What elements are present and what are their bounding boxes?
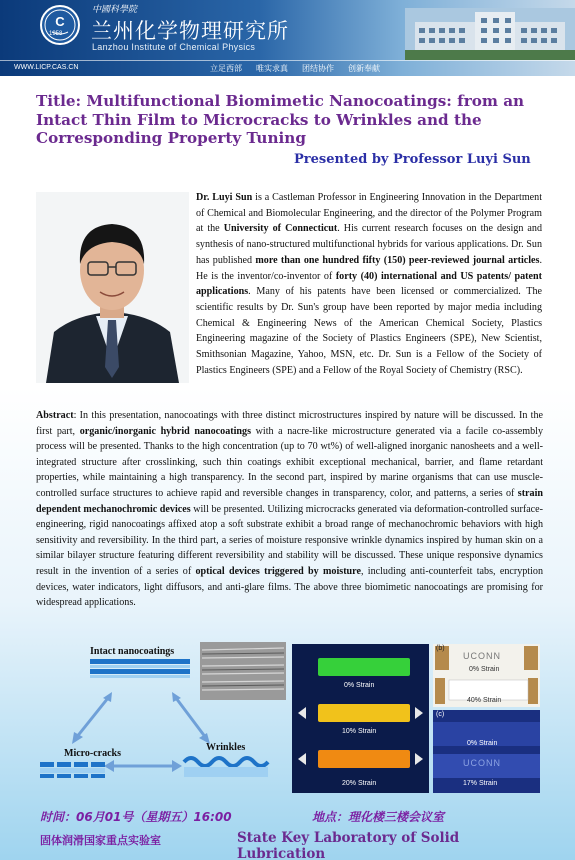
bio-publications: more than one hundred fifty (150) peer-reviewed journal articles [255,254,540,266]
event-place: 地点：理化楼三楼会议室 [312,810,445,824]
abstract-text: , including anti-counterfeit tabs, encryption devices, water indicators, light diffusors, and anti-glare films. The above three biomimetic nanocoatings are promising for widespread applications. [36,565,544,609]
host-lab [40,830,540,860]
cas-motto: 中國科學院 [92,5,138,15]
strain-label: 17% Strain [463,780,498,787]
slogan-item: 立足西部 [210,64,242,73]
panel-b-tag: (b) [436,645,445,652]
uconn-text: UCONN [463,758,501,768]
abstract-paragraph [36,408,543,611]
strain-label: 0% Strain [344,682,375,689]
bio-text: is a Castleman Professor in Engineering Innovation in the Department of Chemical and Biomolecular Engineering, and the director of the Polymer Program at the [196,192,542,235]
bio-text: . He is the inventor/co-inventor of [196,254,542,282]
institute-logo-icon [40,5,80,45]
panel-c-tag: (c) [436,711,445,718]
mechanochromic-panel-a [292,644,429,793]
label-intact: Intact nanocoatings [90,646,175,657]
strain-label: 0% Strain [467,740,498,747]
abstract-label: Abstract [36,410,74,421]
mechanochromic-panel-c [433,710,540,793]
event-details [40,808,540,825]
institute-url: WWW.LICP.CAS.CN [14,64,79,71]
abstract-text: with a nacre-like microstructure generated via a facile co-assembly process will be presented. Thanks to the high concentration (up to 70 wt%) of well-aligned inorganic nanosheets and a well-integrated structure after crosslinking, such thin coatings exhibit exceptional mechanical, barrier, and flame retardant properties, while maintaining a high transparency. In the second part, inspired by marine organisms that can use muscle-controlled surface structures to achieve rapid and reversible changes in transparency, color, and patterns, a series of [36,425,543,499]
slogan-item: 创新奉献 [348,64,380,73]
strain-label: 20% Strain [342,780,377,787]
speaker-name: Dr. Luyi Sun [196,192,253,203]
presenter-line: Presented by Professor Luyi Sun [294,152,531,167]
bio-text: . His current research focuses on the design and synthesis of nano-structured multifunctional hybrids for various applications. Dr. Sun has published [196,223,542,266]
label-wrinkles: Wrinkles [206,742,246,753]
lab-name-cn: 固体润滑国家重点实验室 [40,834,161,847]
label-microcracks: Micro-cracks [64,748,122,759]
speaker-portrait [36,192,189,383]
abstract-highlight: strain dependent mechanochromic devices [36,487,543,515]
slogan-list [210,63,380,74]
logo-year: 1958 [49,31,63,37]
strain-label: 0% Strain [469,666,500,673]
nanocoating-schematic-figure [36,640,286,796]
strain-label: 40% Strain [467,697,502,704]
header-banner [0,0,575,76]
abstract-text: : In this presentation, nanocoatings with three distinct microstructures inspired by nature will be discussed. In the first part, [36,410,543,437]
mechanochromic-panel-b [433,644,540,707]
abstract-highlight: optical devices triggered by moisture [195,565,361,577]
event-time: 时间：06月01号（星期五）16:00 [40,810,232,824]
lab-name-en: State Key Laboratory of Solid Lubrication [237,830,460,860]
abstract-text: will be presented. Utilizing microcracks generated via deformation-controlled surface-engineering, rigid nanocoatings affixed atop a soft substrate exhibit a broad range of mechanochromic behaviors with high sensitivity and reversibility. In the third part, a series of moisture responsive wrinkle dynamics inspired by human skin on a similar bilayer structure featuring different reversibility and stability will be discussed. These unique responsive dynamics result in the invention of a series of [36,503,544,577]
institute-name-cn: 兰州化学物理研究所 [91,19,289,43]
uconn-text: UCONN [463,651,501,661]
slogan-item: 团结协作 [302,64,334,73]
institute-building-image [405,8,575,60]
bio-university: University of Connecticut [223,223,338,235]
banner-divider [0,60,575,61]
abstract-highlight: organic/inorganic hybrid nanocoatings [79,425,251,437]
speaker-bio [196,190,542,378]
slogan-item: 唯实求真 [256,64,288,73]
svg-text:C: C [55,14,65,29]
institute-name-en: Lanzhou Institute of Chemical Physics [92,42,256,52]
talk-title: Title: Multifunctional Biomimetic Nanocoatings: from an Intact Thin Film to Microcracks to Wrinkles and the Corresponding Property Tuning [36,92,525,147]
bio-text: . Many of his patents have been licensed or commercialized. The scientific results by Dr. Sun's group have been reported by major media including Chemical & Engineering News of the American Chemical Society, Plastics Engineering magazine of the Society of Plastics Engineers (SPE), New Scientist, Smithsonian Magazine, Yahoo, MSN, etc. Dr. Sun is a Fellow of the Society of Plastics Engineers (SPE) and a Fellow of the Royal Society of Chemistry (RSC). [196,286,542,376]
strain-label: 10% Strain [342,728,377,735]
bio-patents: forty (40) international and US patents/ patent applications [196,270,542,298]
